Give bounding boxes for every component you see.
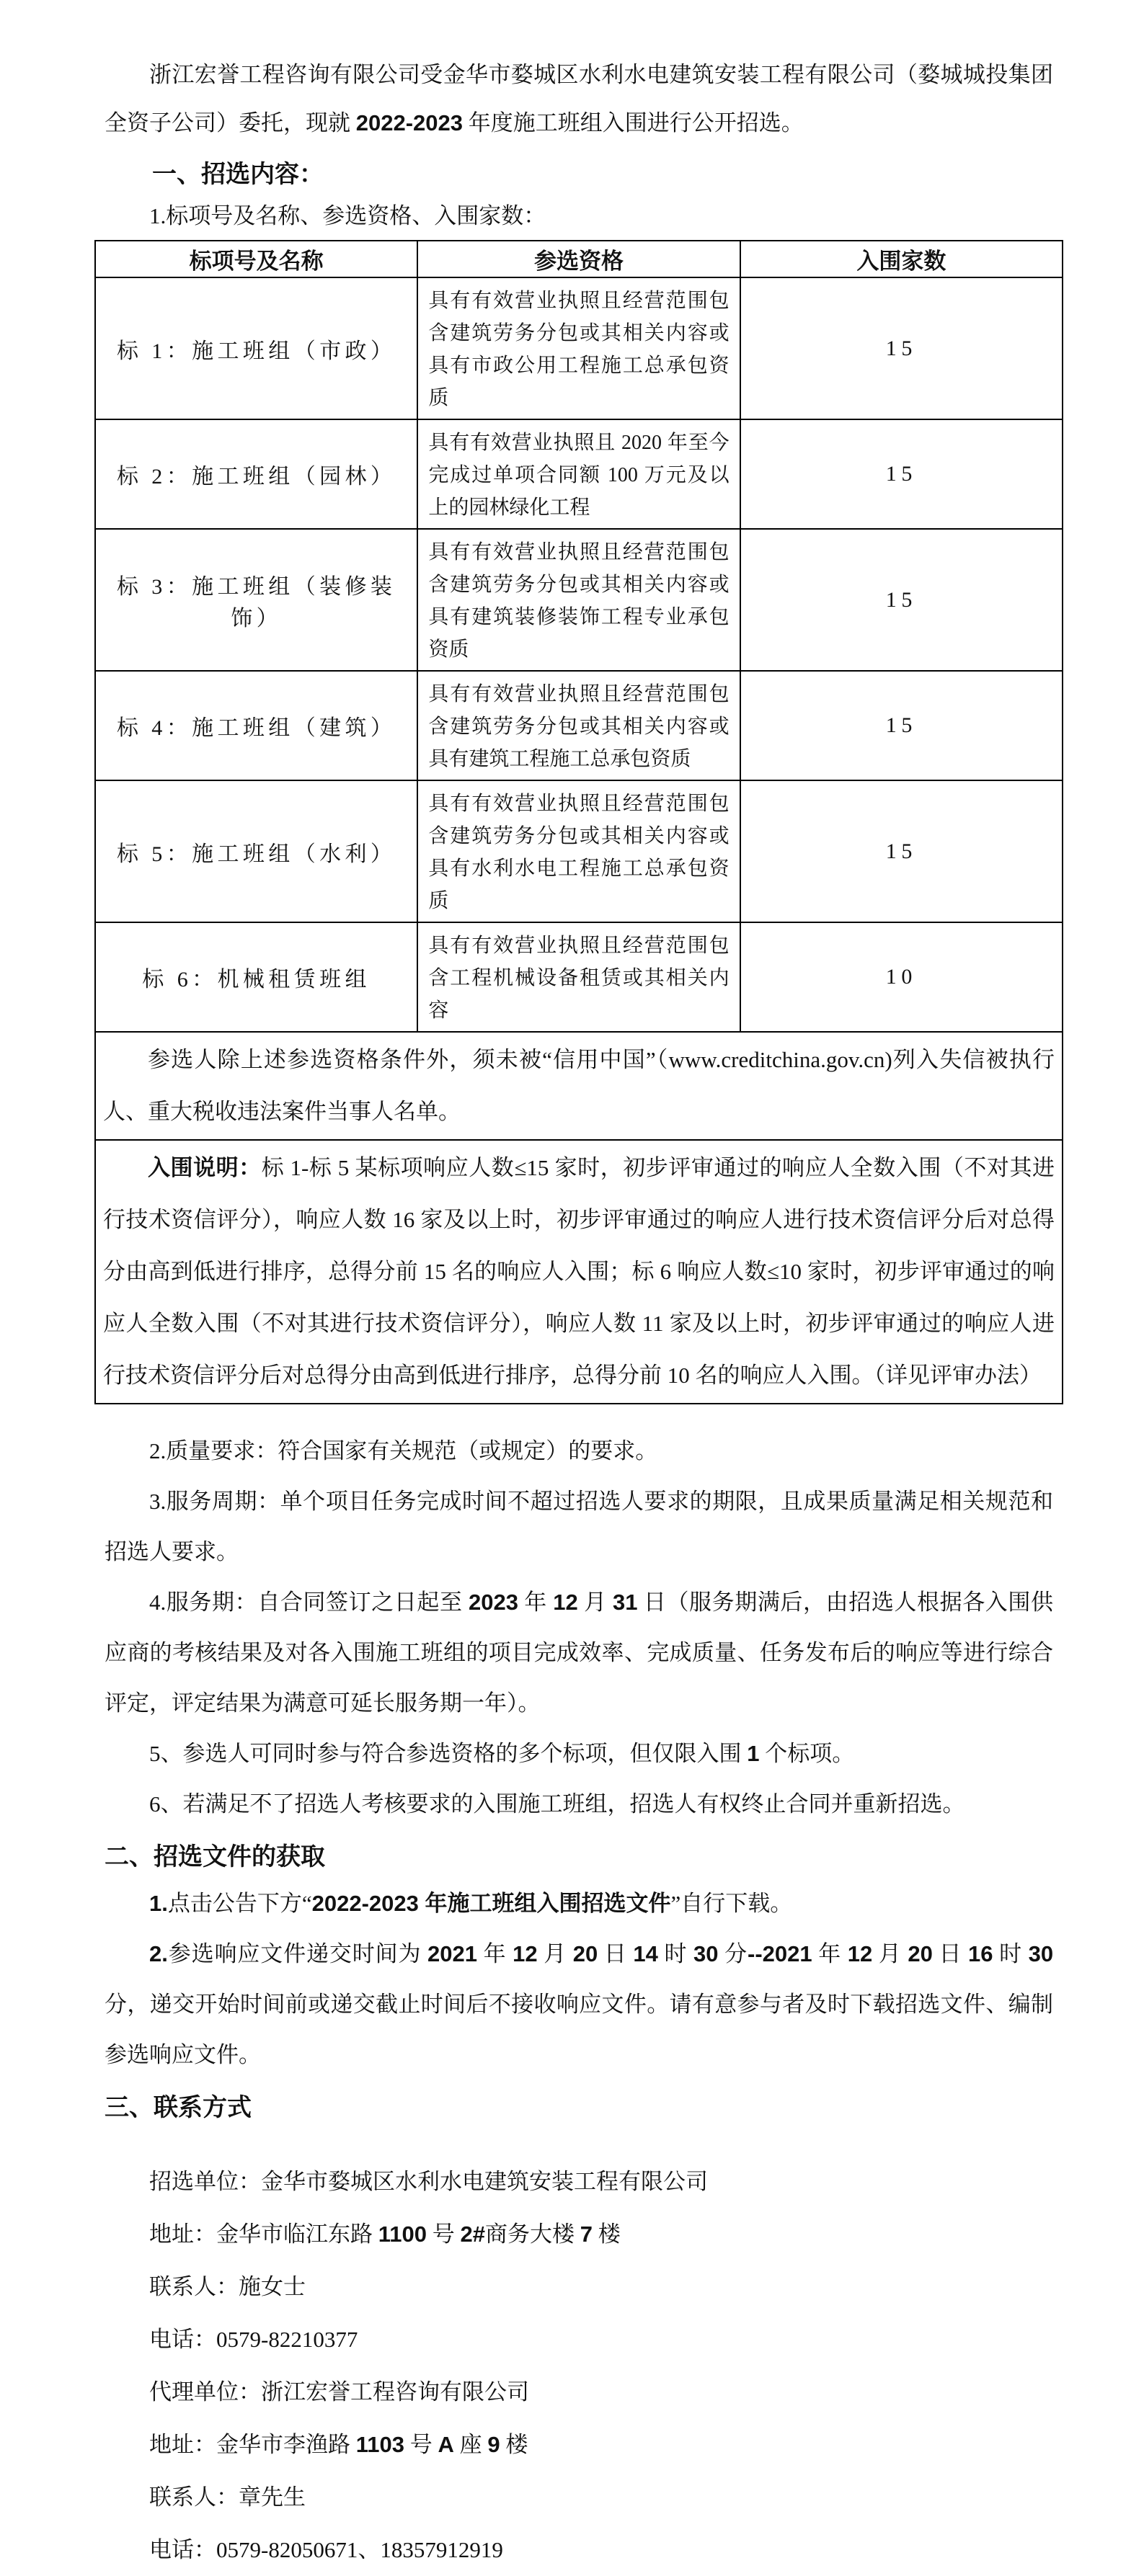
text-segment: 分，递交开始时间前或递交截止时间后不接收响应文件。请有意参与者及时下载招选文件、编制参选响应文件。 [105, 1992, 1053, 2067]
lot-name-cell: 标 3：施工班组（装修装饰） [95, 529, 417, 671]
text-segment: 座 [453, 2432, 488, 2457]
text-segment: 月 [537, 1941, 573, 1966]
text-segment: A [438, 2432, 454, 2457]
quota-cell: 15 [740, 671, 1063, 780]
item-submission-time [105, 1929, 1053, 2080]
lots-table-body [95, 277, 1063, 1404]
text-segment: 2.质量要求：符合国家有关规范（或规定）的要求。 [149, 1438, 658, 1463]
table-row-lot5 [95, 780, 1063, 922]
quota-cell: 15 [740, 529, 1063, 671]
quota-cell: 10 [740, 922, 1063, 1032]
table-row-lot3 [95, 529, 1063, 671]
qualification-cell: 具有有效营业执照且经营范围包含工程机械设备租赁或其相关内容 [417, 922, 740, 1032]
credit-note-row [95, 1032, 1063, 1140]
text-segment: 1103 [355, 2432, 405, 2457]
text-segment: 2# [460, 2221, 485, 2247]
quota-cell: 15 [740, 419, 1063, 529]
qualification-cell: 具有有效营业执照且经营范围包含建筑劳务分包或其相关内容或具有建筑工程施工总承包资质 [417, 671, 740, 780]
item-download-file [105, 1878, 1053, 1929]
item-multi-lot-rule [105, 1729, 1053, 1779]
table-row-lot4 [95, 671, 1063, 780]
text-segment: 1 [747, 1741, 760, 1766]
text-segment: 2. [149, 1941, 168, 1966]
quota-cell: 15 [740, 780, 1063, 922]
text-segment: 14 [633, 1941, 658, 1966]
text-segment: 年 [518, 1590, 554, 1615]
text-segment: 9 [487, 2432, 500, 2457]
text-segment: 月 [872, 1941, 908, 1966]
text-segment: 电话：0579-82210377 [149, 2327, 358, 2352]
text-segment: 年施工班组入围招选文件 [418, 1891, 671, 1916]
lot-name-cell: 标 4：施工班组（建筑） [95, 671, 417, 780]
text-segment: 1100 [378, 2221, 427, 2247]
text-segment: --2021 [748, 1941, 812, 1966]
tender-phone-line [105, 2313, 1053, 2366]
lots-table-head [95, 241, 1063, 277]
item-service-period [105, 1577, 1053, 1729]
lot-name-cell: 标 6：机械租赁班组 [95, 922, 417, 1032]
text-segment: 入围说明： [148, 1155, 262, 1180]
col-header-quota: 入围家数 [740, 241, 1063, 277]
text-segment: 月 [577, 1590, 613, 1615]
agency-unit-line [105, 2366, 1053, 2418]
text-segment: 年 [812, 1941, 848, 1966]
text-segment: 个标项。 [759, 1741, 855, 1766]
tender-contact-line [105, 2260, 1053, 2313]
section3-heading: 三、联系方式 [105, 2094, 252, 2121]
table-row-lot1 [95, 277, 1063, 419]
section1-items [105, 1426, 1053, 1830]
section2-heading: 二、招选文件的获取 [105, 1843, 325, 1871]
text-segment: ”自行下载。 [670, 1891, 793, 1916]
col-header-lot-name: 标项号及名称 [95, 241, 417, 277]
text-segment: 20 [572, 1941, 598, 1966]
quota-cell: 15 [740, 277, 1063, 419]
lot-name-cell: 标 1：施工班组（市政） [95, 277, 417, 419]
lots-table [94, 240, 1063, 1404]
text-segment: 1. [149, 1891, 168, 1916]
qualification-cell: 具有有效营业执照且经营范围包含建筑劳务分包或其相关内容或具有建筑装修装饰工程专业承包资质 [417, 529, 740, 671]
text-segment: 4.服务期：自合同签订之日起至 [149, 1590, 469, 1615]
table-row-lot2 [95, 419, 1063, 529]
text-segment: 点击公告下方“ [167, 1891, 312, 1916]
text-segment: 年 [476, 1941, 513, 1966]
agency-address-line [105, 2418, 1053, 2471]
text-segment: 年度施工班组入围进行公开招选。 [463, 110, 804, 135]
text-segment: 浙江宏誉工程咨询有限公司受金华市婺城区水利水电建筑安装工程有限公司（婺城城投集团全资子公司）委托，现就 [105, 62, 1053, 135]
text-segment: 20 [908, 1941, 933, 1966]
tender-address-line [105, 2208, 1053, 2260]
text-segment: 16 [968, 1941, 993, 1966]
shortlist-note [95, 1140, 1063, 1404]
text-segment: 代理单位：浙江宏誉工程咨询有限公司 [149, 2379, 529, 2405]
text-segment: 参选响应文件递交时间为 [167, 1941, 428, 1966]
text-segment: 2022-2023 [355, 110, 463, 135]
agency-contact-line [105, 2471, 1053, 2523]
text-segment: 楼 [593, 2221, 621, 2247]
table-caption: 1.标项号及名称、参选资格、入围家数： [149, 203, 546, 228]
shortlist-note-row [95, 1140, 1063, 1404]
text-segment: 号 [427, 2221, 461, 2247]
text-segment: 日 [932, 1941, 968, 1966]
item-service-cycle [105, 1476, 1053, 1577]
col-header-qualification: 参选资格 [417, 241, 740, 277]
contact-block [105, 2155, 1053, 2576]
text-segment: 联系人：章先生 [149, 2484, 306, 2510]
qualification-cell: 具有有效营业执照且经营范围包含建筑劳务分包或其相关内容或具有水利水电工程施工总承包资质 [417, 780, 740, 922]
header-row [95, 241, 1063, 277]
item-termination-rule [105, 1779, 1053, 1830]
text-segment: 时 [657, 1941, 693, 1966]
text-segment: 商务大楼 [485, 2221, 580, 2247]
qualification-cell: 具有有效营业执照且 2020 年至今完成过单项合同额 100 万元及以上的园林绿化工程 [417, 419, 740, 529]
text-segment: 5、参选人可同时参与符合参选资格的多个标项，但仅限入围 [149, 1741, 748, 1766]
item-quality-requirement [105, 1426, 1053, 1476]
text-segment: 日（服务期满后，由招选人根据各入围供应商的考核结果及对各入围施工班组的项目完成效率、完成质量、任务发布后的响应等进行综合评定，评定结果为满意可延长服务期一年）。 [105, 1590, 1054, 1716]
section1-heading: 一、招选内容： [152, 161, 324, 188]
text-segment: 时 [993, 1941, 1029, 1966]
text-segment: 30 [693, 1941, 719, 1966]
text-segment: 电话：0579-82050671、18357912919 [149, 2537, 503, 2562]
text-segment: 楼 [500, 2432, 528, 2457]
text-segment: 号 [404, 2432, 438, 2457]
text-segment: 3.服务周期：单个项目任务完成时间不超过招选人要求的期限，且成果质量满足相关规范和招选人要求。 [105, 1489, 1053, 1564]
text-segment: 6、若满足不了招选人考核要求的入围施工班组，招选人有权终止合同并重新招选。 [149, 1791, 965, 1817]
text-segment: 2022-2023 [311, 1891, 419, 1916]
text-segment: 地址：金华市临江东路 [149, 2221, 378, 2247]
text-segment: 12 [847, 1941, 873, 1966]
text-segment: 31 [613, 1590, 638, 1615]
text-segment: 招选单位：金华市婺城区水利水电建筑安装工程有限公司 [149, 2169, 708, 2194]
text-segment: 12 [553, 1590, 578, 1615]
agency-phone-line [105, 2523, 1053, 2576]
text-segment: 30 [1028, 1941, 1054, 1966]
tender-unit-line [105, 2155, 1053, 2208]
lot-name-cell: 标 5：施工班组（水利） [95, 780, 417, 922]
qualification-cell: 具有有效营业执照且经营范围包含建筑劳务分包或其相关内容或具有市政公用工程施工总承包资质 [417, 277, 740, 419]
text-segment: 12 [513, 1941, 538, 1966]
text-segment: 分 [718, 1941, 748, 1966]
text-segment: 2023 [468, 1590, 518, 1615]
text-segment: 地址：金华市李渔路 [149, 2432, 356, 2457]
table-row-lot6 [95, 922, 1063, 1032]
section2-items [105, 1878, 1053, 2080]
intro-paragraph [105, 50, 1053, 147]
text-segment: 日 [598, 1941, 634, 1966]
credit-note: 参选人除上述参选资格条件外，须未被“信用中国”（www.creditchina.gov.cn)列入失信被执行人、重大税收违法案件当事人名单。 [95, 1032, 1063, 1140]
text-segment: 7 [580, 2221, 593, 2247]
text-segment: 2021 [427, 1941, 477, 1966]
text-segment: 标 1-标 5 某标项响应人数≤15 家时，初步评审通过的响应人全数入围（不对其进行技术资信评分），响应人数 16 家及以上时，初步评审通过的响应人进行技术资信评分后对总得分由高到低进行排序，总得分前 15 名的响应人入围；标 6 响应人数≤10 家时，初步评审通过的响应人全数入围（不对其进行技术资信评分），响应人数 11 家及以上时，初步评审通过的响应人进行技术资信评分后对总得分由高到低进行排序，总得分前 10 名的响应人入围。（详见评审办法） [103, 1155, 1055, 1388]
text-segment: 联系人：施女士 [149, 2274, 306, 2299]
lot-name-cell: 标 2：施工班组（园林） [95, 419, 417, 529]
